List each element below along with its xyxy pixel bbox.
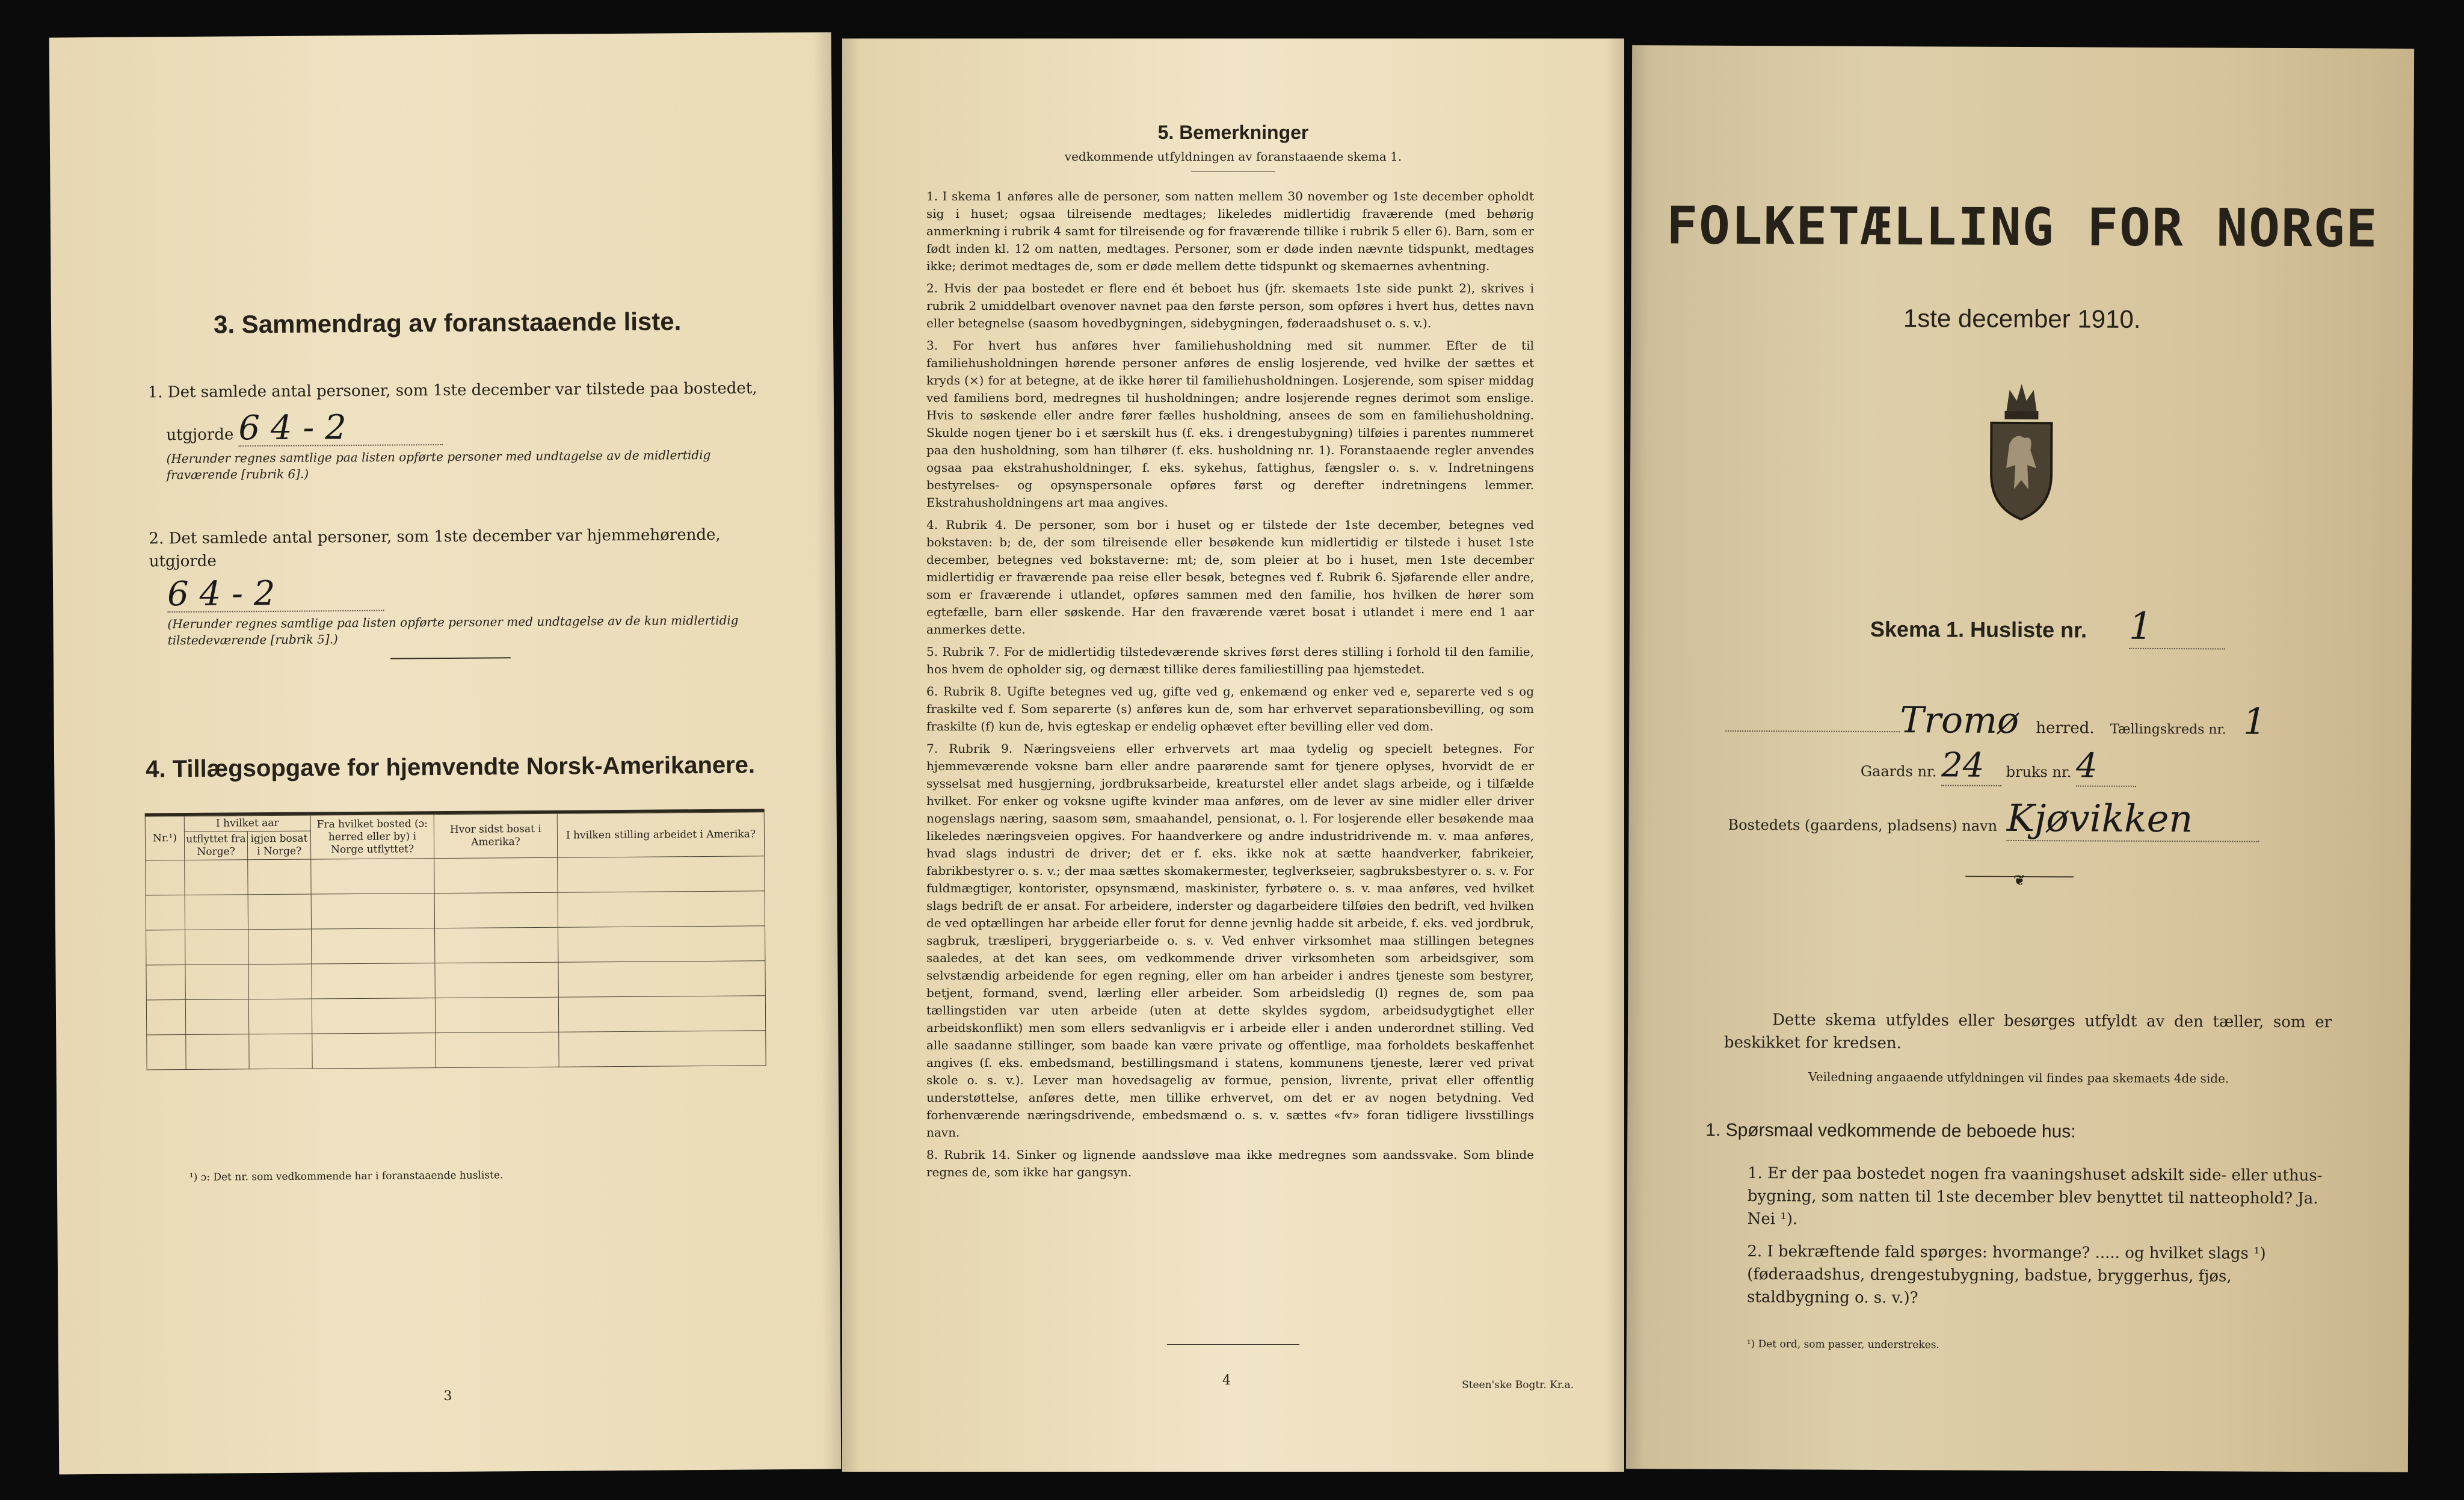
remark-item-3: 3. For hvert hus anføres hver familiehusholdning med sit nummer. Efter de til familiehusholdningen hørende personer anføres de enslig losjerende, ved hvilke der sættes et kryds (×) for at betegne, at de ikke hører til familiehusholdningen. Losjerende, som spiser middag ved familiens bord, medregnes til husholdningen; andre losjerende regnes derimot som enslige. Hvis to søskende eller andre fører fælles husholdning, ansees de som en familiehusholdning. Skulde nogen tjener bo i et særskilt hus (f. eks. i drengestubygning) tilføies i parentes nummeret paa den husholdning, som han tilhører (f. eks. husholdning nr. 1). Foranstaaende regler anvendes ogsaa paa ekstrahusholdninger, f. eks. sykehus, fattighus, fængsler o. s. v. Indretningens bestyrelses- og opsynspersonale opføres først og derefter indretningens lemmer. Ekstrahusholdningens art maa angives. [926, 338, 1534, 510]
section3-title: 3. Sammendrag av foranstaaende liste. [213, 307, 682, 339]
fold-shadow [813, 32, 842, 1469]
page-number: 4 [1222, 1373, 1231, 1388]
table-row [146, 961, 765, 1000]
remark-item-5: 5. Rubrik 7. For de midlertidig tilstedeværende skrives først deres stilling i forhold til den familie, hos hvem de opholder sig, og dernæst tillike deres familiestilling paa hjemstedet. [926, 644, 1534, 676]
remarks-list [926, 188, 1534, 1186]
section4-footnote: ¹) ɔ: Det nr. som vedkommende har i foranstaaende husliste. [189, 1169, 504, 1184]
gaards-number: 24 [1941, 745, 2001, 786]
census-title: FOLKETÆLLING FOR NORGE [1666, 196, 2379, 259]
remark-item-4: 4. Rubrik 4. De personer, som bor i huset og er tilstede der 1ste december, betegnes ved bokstaven: b; de, der som tilreisende eller besøkende kun midlertidig er tilstede i huset 1ste december, betegnes ved bokstaverne: mt; de, som pleier at bo i huset, men 1ste december midlertidig er fraværende paa reise eller besøk, betegnes ved f. Rubrik 6. Sjøfarende eller andre, som er fraværende i utlandet, opføres sammen med den familie, hos hvilken de hører som egtefælle, barn eller søskende. Har den fraværende været bosat i utlandet i mere end 1 aar anmerkes dette. [926, 517, 1534, 637]
item1-value: 6 4 - 2 [238, 410, 443, 446]
col-year-group: I hvilket aar [184, 815, 310, 832]
remark-item-8: 8. Rubrik 14. Sinker og lignende aandssløve maa ikke medregnes som aandssvake. Som blinde regnes de, som ikke har gangsyn. [926, 1147, 1534, 1179]
table-row [146, 891, 765, 930]
norsk-amerikanere-table [145, 812, 766, 1070]
page-number: 3 [443, 1388, 452, 1404]
kreds-number: 1 [2243, 700, 2267, 743]
guide-note: Veiledning angaaende utfyldningen vil findes paa skemaets 4de side. [1808, 1069, 2229, 1086]
remarks-subtitle: vedkommende utfyldningen av foranstaaende skema 1. [1064, 149, 1402, 164]
item1-label: utgjorde [166, 425, 234, 445]
herred-name: Tromø [1900, 699, 2019, 742]
census-date: 1ste december 1910. [1903, 304, 2141, 333]
kreds-label: Tællingskreds nr. [2110, 721, 2226, 738]
schema-label: Skema 1. Husliste nr. [1870, 616, 2087, 643]
col-sidst: Hvor sidst bosat i Amerika? [434, 813, 558, 858]
item1-note: (Herunder regnes samtlige paa listen opførte personer med undtagelse av de midlertidig fraværende [rubrik 6].) [166, 447, 711, 483]
col-nr: Nr.¹) [145, 816, 185, 860]
section4-table-wrap [145, 809, 766, 1070]
intro-text: Dette skema utfyldes eller besørges utfyldt av den tæller, som er beskikket for kredsen. [1723, 1011, 2332, 1053]
item1-line [166, 408, 762, 447]
table-row [146, 926, 765, 965]
cover-footnote: ¹) Det ord, som passer, understrekes. [1746, 1338, 1939, 1351]
section3-item2 [149, 523, 763, 649]
bruks-number: 4 [2076, 746, 2136, 786]
item1-text: 1. Det samlede antal personer, som 1ste december var tilstede paa bostedet, [147, 379, 757, 402]
table-row [147, 1031, 766, 1070]
item2-text: 2. Det samlede antal personer, som 1ste december var hjemmehørende, utgjorde [149, 525, 721, 571]
question-heading: 1. Spørsmaal vedkommende de beboede hus: [1705, 1120, 2076, 1142]
gaards-line [1861, 745, 2136, 787]
page-cover [1626, 45, 2414, 1472]
page-middle [842, 39, 1624, 1472]
question-1: 1. Er der paa bostedet nogen fra vaaningshuset adskilt side- eller uthus-bygning, som natten til 1ste december blev benyttet til natteophold? Ja. Nei ¹). [1747, 1164, 2323, 1229]
herred-line [1725, 699, 2411, 744]
ornament-divider: ❦ [1965, 876, 2074, 884]
table-row [146, 856, 765, 895]
bosted-label: Bostedets (gaardens, pladsens) navn [1728, 816, 1998, 835]
remark-item-2: 2. Hvis der paa bostedet er flere end ét beboet hus (jfr. skemaets 1ste side punkt 2), skrives i rubrik 2 umiddelbart ovenover navnet paa den første person, som opføres i hvert hus, dettes navn eller betegnelse (saasom hovedbygningen, sidebygningen, føderaadshuset o. s. v.). [926, 281, 1534, 330]
section4-title: 4. Tillægsopgave for hjemvendte Norsk-Amerikanere. [146, 752, 756, 783]
remark-item-7: 7. Rubrik 9. Næringsveiens eller erhvervets art maa tydelig og specielt betegnes. For hjemmeværende voksne barn eller andre paarørende samt for tjenere oplyses, hvorvidt de er sysselsat med husgjerning, jordbruksarbeide, kreaturstel eller andet slags arbeide, og i tilfælde hvilket. For enker og voksne ugifte kvinder maa anføres, om de lever av sine midler eller driver nogenslags næring, saasom søm, smaahandel, pensionat, o. l. For losjerende eller besøkende maa likeledes næringsveien opgives. For haandverkere og andre industridrivende m. v. maa anføres, hvad slags industri de driver; det er f. eks. ikke nok at sætte haandverker, fabrikeier, fabrikbestyrer o. s. v.; der maa sættes skomakermester, teglverkseier, sagbruksbestyrer o. s. v. For fuldmægtiger, kontorister, opsynsmænd, maskinister, fyrbøtere o. s. v. maa anføres, ved hvilket slags bedrift de er ansat. For arbeidere, inderster og dagarbeidere tilføies den bedrift, ved hvilken de ved optællingen har arbeide eller forut for denne jevnlig hadde sit arbeide, f. eks. ved jordbruk, sagbruk, træsliperi, bryggeriarbeide o. s. v. Ved enhver virksomhet maa stillingen betegnes saaledes, at det kan sees, om vedkommende driver virksomheten som arbeidsgiver, som selvstændig arbeidende for egen regning, eller om han arbeider i andres tjeneste som bestyrer, betjent, formand, svend, lærling eller arbeider. Som arbeidsledig (l) regnes de, som paa tællingstiden var uten arbeide (uten at dette skyldes sygdom, arbeidsudygtighet eller arbeidskonflikt) men som ellers sedvanligvis er i arbeide eller i anden underordnet stilling. Ved alle saadanne stillinger, som baade kan være private og offentlige, maa forholdets beskaffenhet angives (f. eks. embedsmand, bestillingsmand i statens, kommunens tjeneste, lærer ved privat skole o. s. v.). Lever man hovedsagelig av formue, pension, livrente, privat eller offentlig understøttelse, anføres dette, men tillike erhvervet, om det er av nogen betydning. Ved forhenværende næringsdrivende, embedsmænd o. s. v. sættes «fv» foran tidligere livsstillings navn. [926, 741, 1534, 1140]
herred-label: herred. [2036, 719, 2095, 738]
item2-note: (Herunder regnes samtlige paa listen opførte personer med undtagelse av de kun midlertidig tilstedeværende [rubrik 5].) [167, 613, 739, 648]
bosted-line [1728, 795, 2259, 842]
item2-line [167, 573, 763, 613]
remark-item-6: 6. Rubrik 8. Ugifte betegnes ved ug, gifte ved g, enkemænd og enker ved e, separerte ved s og fraskilte ved f. Som separerte (s) anføres kun de, som har erhvervet separationsbevilling, og som fraskilte (f) kun de, hvis egteskap er endelig ophævet efter bevilling eller ved dom. [926, 684, 1534, 733]
husliste-number: 1 [2129, 604, 2225, 650]
divider [390, 657, 511, 659]
fold-shadow [842, 39, 860, 1472]
fold-shadow [1606, 39, 1624, 1472]
fold-shadow [1626, 45, 1650, 1469]
col-utflyttet: utflyttet fra Norge? [184, 832, 247, 860]
bosted-name: Kjøvikken [2007, 796, 2259, 842]
divider [1167, 1344, 1299, 1345]
page-left [49, 32, 842, 1474]
gaards-label: Gaards nr. [1860, 762, 1937, 780]
item2-value: 6 4 - 2 [167, 576, 384, 613]
printer-mark: Steen'ske Bogtr. Kr.a. [1462, 1379, 1574, 1391]
bruks-label: bruks nr. [2006, 763, 2072, 781]
col-stilling: I hvilken stilling arbeidet i Amerika? [557, 812, 765, 857]
section3-item1 [148, 377, 762, 483]
table-row [146, 996, 765, 1035]
col-fra: Fra hvilket bosted (ɔ: herred eller by) i Norge utflyttet? [310, 815, 434, 859]
col-igjen: igjen bosat i Norge? [247, 831, 310, 860]
coat-of-arms-icon [1979, 378, 2064, 523]
question-2: 2. I bekræftende fald spørges: hvormange? ..... og hvilket slags ¹) (føderaadshus, drengestubygning, badstue, bryggerhus, fjøs, staldbygning o. s. v.)? [1747, 1242, 2266, 1307]
remark-item-1: 1. I skema 1 anføres alle de personer, som natten mellem 30 november og 1ste december opholdt sig i huset; ogsaa tilreisende medtages; likeledes midlertidig fraværende (med behørig anmerkning i rubrik 4 samt for tilreisende og for fraværende tillike i rubrik 5 eller 6). Barn, som er født inden kl. 12 om natten, medtages. Personer, som er døde inden nævnte tidspunkt, medtages ikke; derimot medtages de, som er døde mellem dette tidspunkt og skemaernes avhentning. [926, 189, 1534, 273]
remarks-title: 5. Bemerkninger [1157, 122, 1309, 143]
